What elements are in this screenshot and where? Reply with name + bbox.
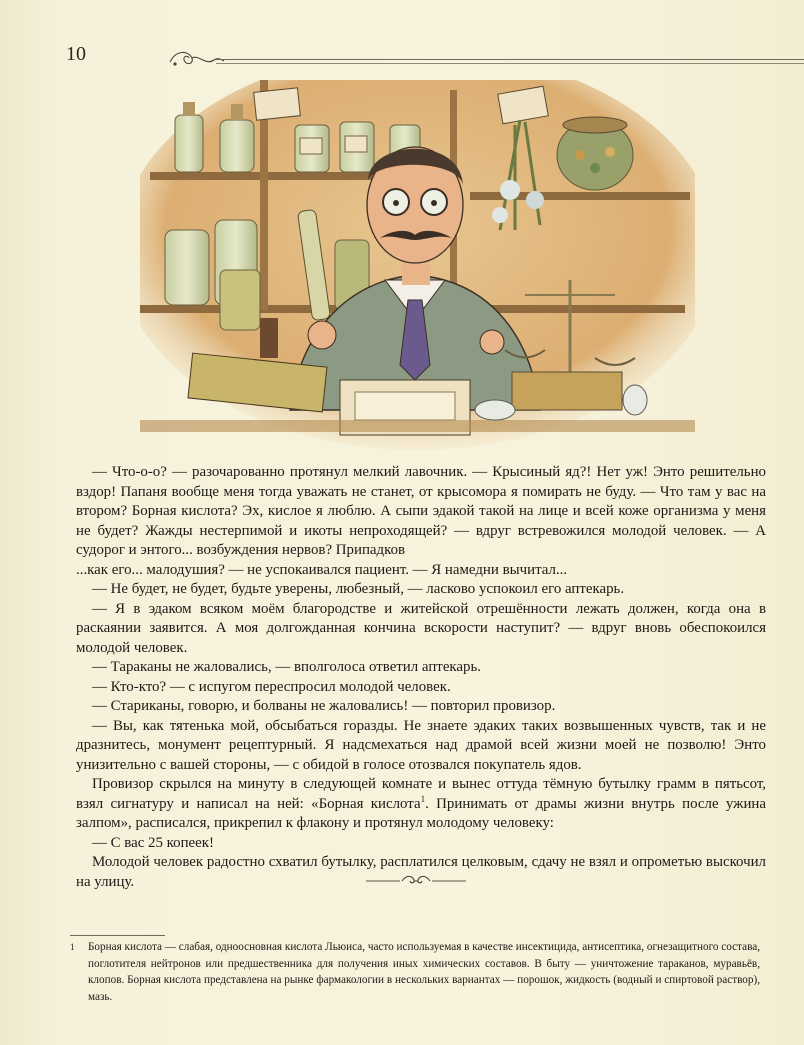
footnote-rule (70, 935, 165, 936)
section-separator-icon (366, 871, 466, 891)
ornament-flourish-icon (166, 44, 226, 72)
paragraph: — Кто-кто? — с испугом переспросил молодой человек. (92, 678, 451, 695)
footnote-text: Борная кислота — слабая, одноосновная кислота Льюиса, часто используемая в качестве инсектицида, антисептика, огнезащитного состава, поглотителя нейтронов или предшественника для получения иных химических составов. В быту — уничтожение тараканов, муравьёв, клопов. Борная кислота представлена на рынке фармакологии в нескольких вариантах — порошок, жидкость (водный и спиртовой раствор), мазь. (88, 941, 760, 1003)
header-rule (216, 59, 804, 60)
paragraph: — Что-о-о? — разочарованно протянул мелкий лавочник. — Крысиный яд?! Нет уж! Энто решительно вздор! Папаня вообще меня тогда уважать не станет, от крысомора я помирать не буду. — Что там у вас на втором? Борная кислота? Эх, кислое я люблю. А сыпи эдакой такой на лице и всей коже организма у меня не будет? Жажды нестерпимой и икоты непроходящей? — вдруг встревожился молодой человек. — А судорог и энтого... возбуждения нервов? Припадков (76, 464, 766, 558)
paragraph: ...как его... малодушия? — не успокаивался пациент. — Я намедни вычитал... (76, 561, 568, 578)
page-number: 10 (66, 43, 86, 65)
footnote-marker: 1 (70, 942, 75, 952)
footnote (70, 939, 760, 1005)
footnote-ref[interactable]: 1 (420, 793, 426, 804)
paragraph-part: Провизор скрылся на минуту в следующей комнате и вынес оттуда тёмную бутылку грамм в пятьсот, взял сигнатуру и написал на ней: «Борная кислота (76, 776, 766, 812)
paragraph: — Я в эдаком всяком моём благородстве и житейской отрешённости лежать должен, когда она в раскаянии заявится. А моя долгожданная кончина вскорости наступит? — вдруг вновь обеспокоился молодой человек. (76, 600, 766, 656)
paragraph: — Тараканы не жаловались, — вполголоса ответил аптекарь. (92, 659, 482, 675)
paragraph (76, 775, 766, 834)
paragraph: Молодой человек радостно схватил бутылку, расплатился целковым, сдачу не взял и опрометью выскочил на улицу. (76, 854, 766, 890)
page-header (66, 42, 756, 72)
paragraph: — С вас 25 копеек! (92, 834, 214, 851)
paragraph: — Стариканы, говорю, и болваны не жаловались! — повторил провизор. (92, 698, 556, 714)
body-text (76, 463, 766, 892)
paragraph: — Вы, как тятенька мой, обсыбаться горазды. Не знаете эдаких таких возвышенных чувств, так и не дразнитесь, монумент рецептурный. Я надсмехаться над драмой всей жизни моей не позволю! Энто унизительно с вашей стороны, — с обидой в голосе отозвался покупатель ядов. (76, 717, 766, 773)
paragraph: — Не будет, не будет, будьте уверены, любезный, — ласково успокоил его аптекарь. (92, 581, 625, 597)
pharmacist-illustration (140, 80, 695, 455)
paragraph-part: . Принимать от драмы жизни внутрь после ужина залпом», расписался, прикрепил к флакону и протянул молодому человеку: (76, 795, 766, 831)
